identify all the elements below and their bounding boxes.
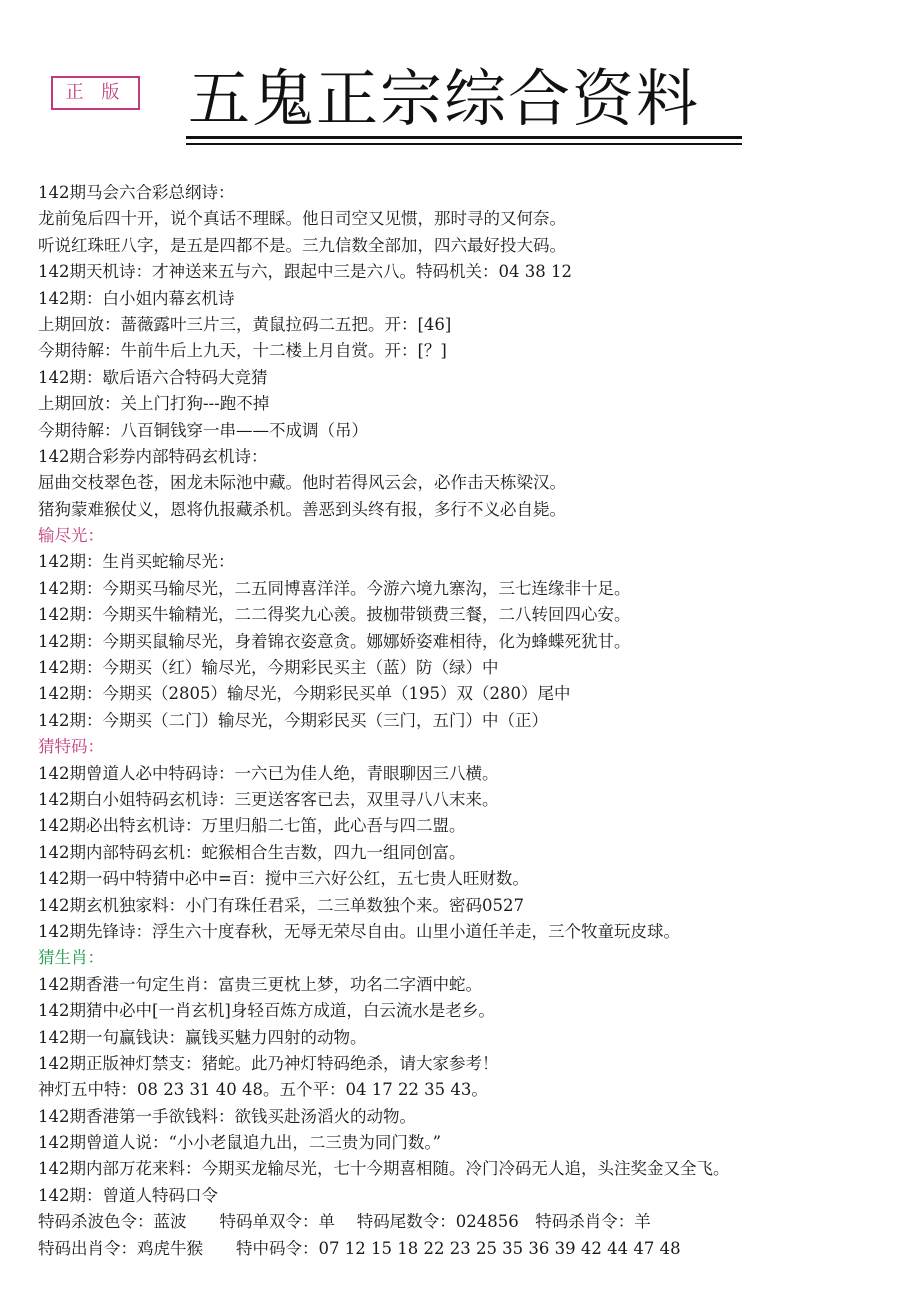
text-line: 屈曲交枝翠色苍，困龙未际池中藏。他时若得风云会，必作击天栋梁汉。 — [38, 473, 566, 493]
text-line: 142期：今期买（2805）输尽光，今期彩民买单（195）双（280）尾中 — [38, 684, 571, 704]
text-line: 142期香港一句定生肖：富贵三更枕上梦，功名二字酒中蛇。 — [38, 974, 482, 994]
text-line: 142期一句赢钱诀：赢钱买魅力四射的动物。 — [38, 1027, 367, 1047]
text-line: 上期回放：蔷薇露叶三片三，黄鼠拉码二五把。开：[46] — [38, 314, 452, 334]
text-line: 142期曾道人说：“小小老鼠追九出，二三贵为同门数。” — [38, 1133, 442, 1153]
text-line: 142期必出特玄机诗：万里归船二七笛，此心吾与四二盟。 — [38, 816, 466, 836]
page-title: 五鬼正宗综合资料 — [188, 62, 701, 135]
text-line: 142期：白小姐内幕玄机诗 — [38, 288, 235, 308]
text-line: 142期合彩券内部特码玄机诗： — [38, 446, 268, 466]
text-line: 142期一码中特猜中必中=百：搅中三六好公红，五七贵人旺财数。 — [38, 869, 529, 889]
text-line: 142期：今期买马输尽光，二五同博喜洋洋。今游六境九寨沟，三七连缘非十足。 — [38, 578, 631, 598]
text-line: 142期天机诗：才神送来五与六，跟起中三是六八。特码机关：04 38 12 — [38, 262, 572, 282]
text-line: 142期曾道人必中特码诗：一六已为佳人绝，青眼聊因三八横。 — [38, 763, 499, 783]
text-line: 142期正版神灯禁支：猪蛇。此乃神灯特码绝杀，请大家参考！ — [38, 1053, 499, 1073]
text-line: 142期先锋诗：浮生六十度春秋，无辱无荣尽自由。山里小道任羊走，三个牧童玩皮球。 — [38, 921, 680, 941]
text-line: 142期：歇后语六合特码大竞猜 — [38, 367, 268, 387]
text-line: 142期内部万花来料：今期买龙输尽光，七十今期喜相随。冷门冷码无人追，头注奖金又全飞。 — [38, 1159, 730, 1179]
title-underline-thick — [186, 136, 742, 139]
text-line: 142期：今期买牛输精光，二二得奖九心羡。披枷带锁费三餐，二八转回四心安。 — [38, 605, 631, 625]
text-line: 142期玄机独家料：小门有珠任君采，二三单数独个来。密码0527 — [38, 895, 524, 915]
text-line: 142期：今期买鼠输尽光，身着锦衣姿意贪。娜娜娇姿难相待，化为蜂蝶死犹甘。 — [38, 631, 631, 651]
text-line: 特码出肖令：鸡虎牛猴 特中码令：07 12 15 18 22 23 25 35 36 39 42 44 47 48 — [38, 1238, 681, 1258]
section-heading: 猜生肖： — [38, 948, 104, 968]
authentic-badge: 正 版 — [51, 76, 140, 110]
text-line: 上期回放：关上门打狗---跑不掉 — [38, 394, 270, 414]
text-line: 142期：生肖买蛇输尽光： — [38, 552, 235, 572]
text-line: 今期待解：八百铜钱穿一串——不成调（吊） — [38, 420, 368, 440]
text-line: 142期猜中必中[一肖玄机]身轻百炼方成道，白云流水是老乡。 — [38, 1001, 495, 1021]
text-line: 142期：今期买（二门）输尽光，今期彩民买（三门，五门）中（正） — [38, 710, 548, 730]
text-line: 特码杀波色令：蓝波 特码单双令：单 特码尾数令：024856 特码杀肖令：羊 — [38, 1212, 651, 1232]
document-body — [38, 180, 888, 1262]
text-line: 142期马会六合彩总纲诗： — [38, 183, 235, 202]
text-line: 142期香港第一手欲钱料：欲钱买赴汤滔火的动物。 — [38, 1106, 416, 1126]
text-line: 142期白小姐特码玄机诗：三更送客客已去，双里寻八八末来。 — [38, 789, 499, 809]
text-line: 龙前兔后四十开，说个真话不理睬。他日司空又见惯，那时寻的又何奈。 — [38, 209, 566, 229]
text-line: 142期：今期买（红）输尽光，今期彩民买主（蓝）防（绿）中 — [38, 658, 499, 678]
text-line: 神灯五中特：08 23 31 40 48。五个平：04 17 22 35 43。 — [38, 1080, 488, 1100]
text-line: 猪狗蒙难猴仗义，恩将仇报藏杀机。善恶到头终有报，多行不义必自毙。 — [38, 499, 566, 519]
section-heading: 猜特码： — [38, 737, 104, 757]
text-line: 142期内部特码玄机：蛇猴相合生吉数，四九一组同创富。 — [38, 842, 466, 862]
section-heading: 输尽光： — [38, 526, 104, 546]
title-underline-thin — [186, 143, 742, 145]
text-line: 听说红珠旺八字，是五是四都不是。三九信数全部加，四六最好投大码。 — [38, 235, 566, 255]
text-line: 今期待解：牛前牛后上九天，十二楼上月自赏。开：[？] — [38, 341, 447, 361]
text-line: 142期：曾道人特码口令 — [38, 1185, 218, 1205]
